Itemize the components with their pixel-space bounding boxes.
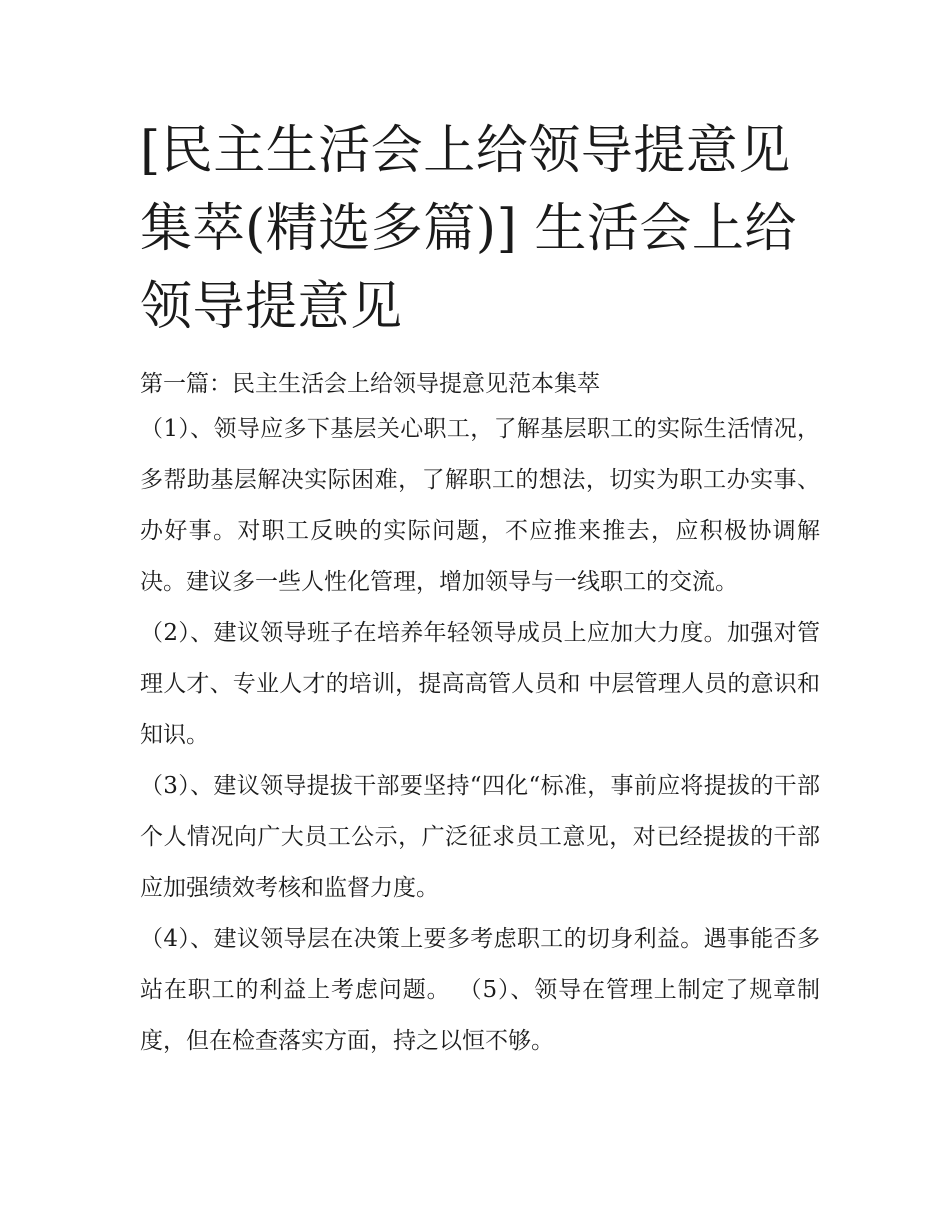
paragraph-2: （2）、建议领导班子在培养年轻领导成员上应加大力度。加强对管理人才、专业人才的培训，提高高管人员和 中层管理人员的意识和知识。 — [140, 620, 820, 748]
document-title: [民主生活会上给领导提意见集萃(精选多篇)] 生活会上给领导提意见 — [140, 121, 797, 337]
paragraph-1: （1）、领导应多下基层关心职工，了解基层职工的实际生活情况，多帮助基层解决实际困难，了解职工的想法，切实为职工办实事、办好事。对职工反映的实际问题，不应推来推去，应积极协调解决。建议多一些人性化管理，增加领导与一线职工的交流。 — [140, 416, 820, 595]
paragraph-4: （4）、建议领导层在决策上要多考虑职工的切身利益。遇事能否多站在职工的利益上考虑问题。 （5）、领导在管理上制定了规章制度，但在检查落实方面，持之以恒不够。 — [140, 926, 820, 1054]
section-heading: 第一篇：民主生活会上给领导提意见范本集萃 — [140, 371, 600, 397]
paragraph-3: （3）、建议领导提拔干部要坚持“四化“标准，事前应将提拔的干部个人情况向广大员工公示，广泛征求员工意见，对已经提拔的干部应加强绩效考核和监督力度。 — [140, 773, 820, 901]
document-page — [140, 112, 820, 1067]
